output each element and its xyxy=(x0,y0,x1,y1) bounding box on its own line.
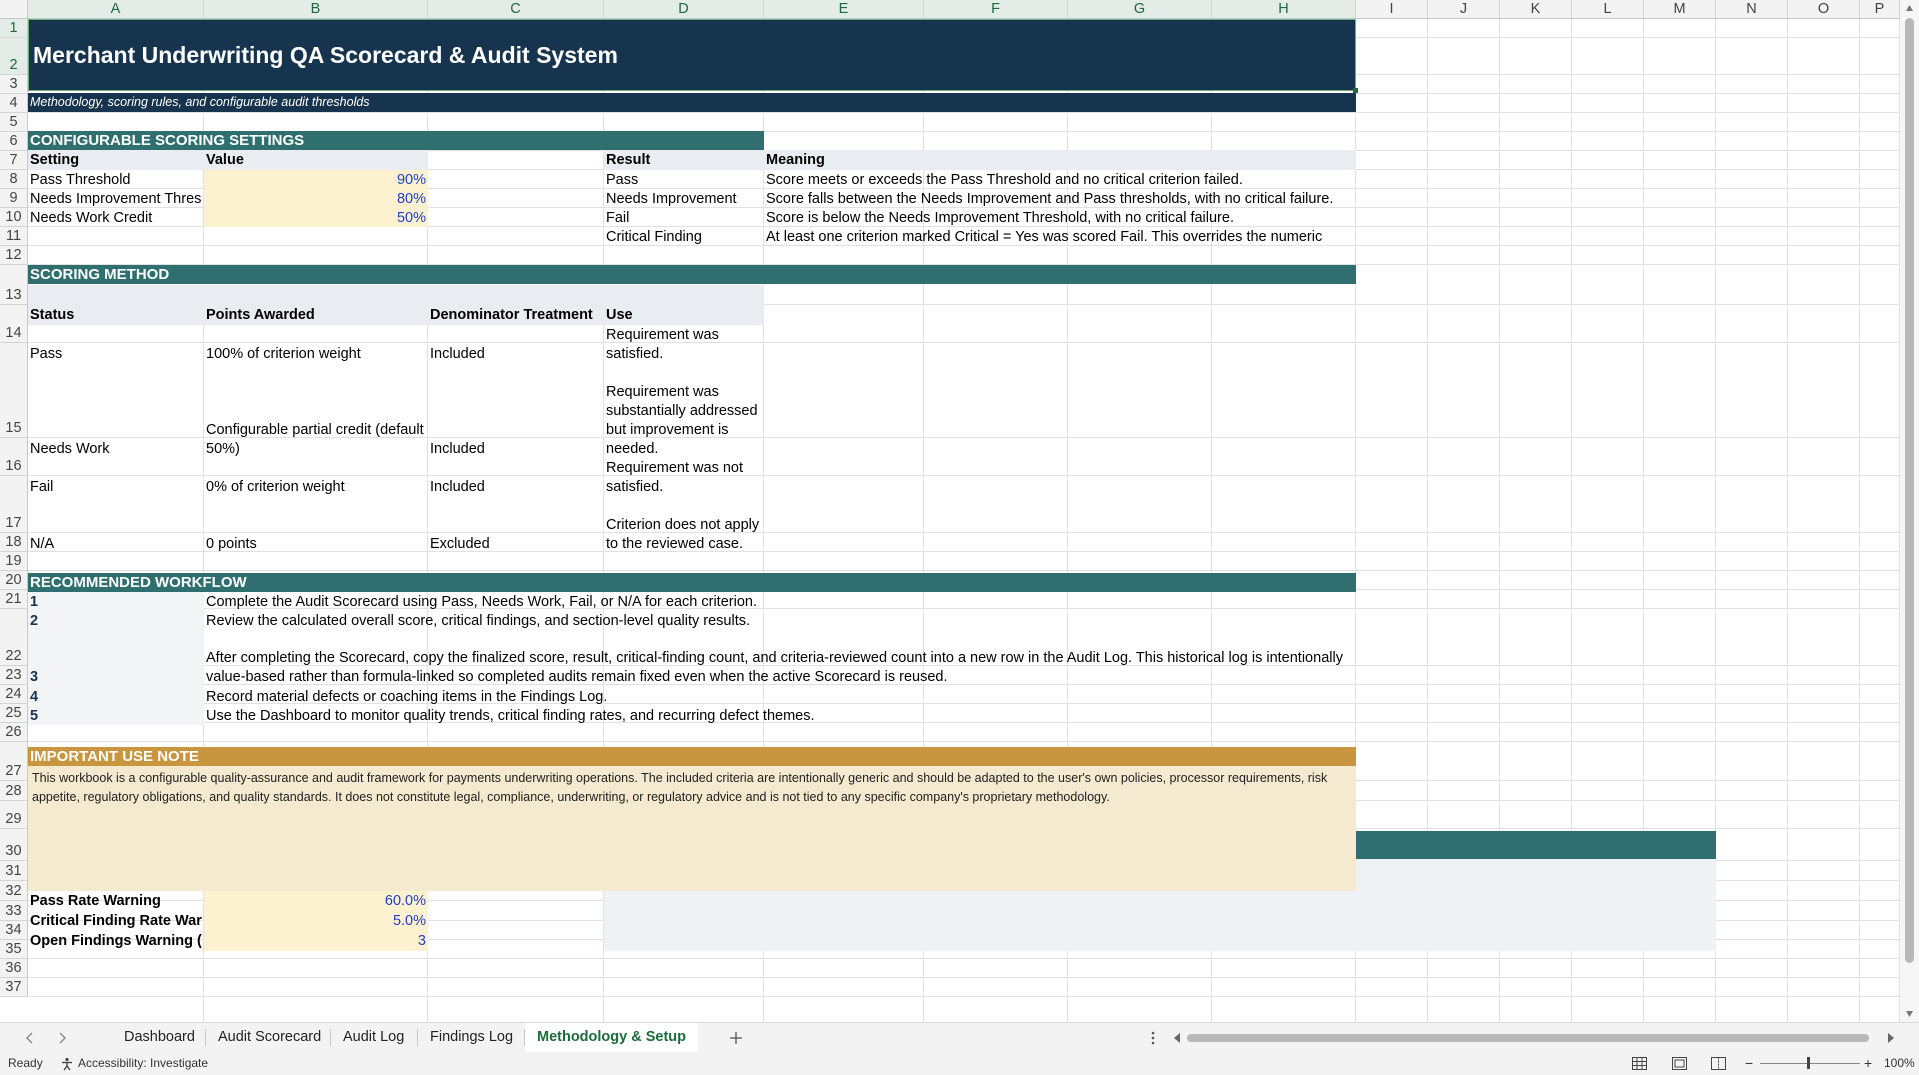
row-header-33[interactable]: 33 xyxy=(0,901,28,921)
gridline xyxy=(28,741,1900,742)
page-layout-icon[interactable] xyxy=(1672,1057,1687,1070)
workflow-step-number: 3 xyxy=(30,669,39,685)
column-header-h[interactable]: H xyxy=(1212,0,1356,19)
row-header-27[interactable]: 27 xyxy=(0,742,28,781)
row-header-15[interactable]: 15 xyxy=(0,343,28,438)
warning-value-input[interactable]: 60.0% xyxy=(384,893,426,909)
row-header-29[interactable]: 29 xyxy=(0,801,28,829)
workflow-step-text: Use the Dashboard to monitor quality trends, critical finding rates, and recurring defect themes. xyxy=(206,708,815,724)
use-note-heading: IMPORTANT USE NOTE xyxy=(30,748,199,765)
row-header-4[interactable]: 4 xyxy=(0,94,28,113)
column-header-f[interactable]: F xyxy=(924,0,1068,19)
column-header-b[interactable]: B xyxy=(204,0,428,19)
side-panel-fill xyxy=(1356,859,1716,891)
zoom-in-icon[interactable]: + xyxy=(1864,1055,1873,1071)
tab-scroll-right-icon[interactable] xyxy=(56,1031,68,1045)
select-all-corner[interactable] xyxy=(0,0,28,19)
column-header-g[interactable]: G xyxy=(1068,0,1212,19)
tab-dashboard[interactable]: Dashboard xyxy=(124,1029,195,1045)
result-meaning: At least one criterion marked Critical = Yes was scored Fail. This overrides the numeric xyxy=(766,229,1323,245)
column-header-l[interactable]: L xyxy=(1572,0,1644,19)
setting-col-header: Setting xyxy=(30,152,80,168)
setting-value-input[interactable]: 50% xyxy=(396,210,426,226)
tab-findings-log[interactable]: Findings Log xyxy=(430,1029,514,1045)
row-header-25[interactable]: 25 xyxy=(0,704,28,723)
row-header-5[interactable]: 5 xyxy=(0,113,28,132)
workflow-step-text: After completing the Scorecard, copy the finalized score, result, critical-finding count, and criteria-reviewed count into a new row in the Audit Log. This historical log is intentionally value-based rather than formula-linked so completed audits remain fixed even when the active Scorecard is reused. xyxy=(206,650,1343,685)
gridline xyxy=(28,958,1900,959)
warning-label: Pass Rate Warning xyxy=(30,893,161,909)
row-header-28[interactable]: 28 xyxy=(0,781,28,801)
method-points: 0% of criterion weight xyxy=(206,479,345,495)
row-header-13[interactable]: 13 xyxy=(0,265,28,305)
status-ready: Ready xyxy=(8,1056,43,1070)
accessibility-icon[interactable] xyxy=(60,1057,74,1071)
method-denominator: Included xyxy=(430,479,485,495)
setting-value-input[interactable]: 80% xyxy=(396,191,426,207)
gridline xyxy=(28,977,1900,978)
warning-value-input[interactable]: 5.0% xyxy=(392,913,426,929)
row-header-12[interactable]: 12 xyxy=(0,246,28,265)
zoom-slider-thumb[interactable] xyxy=(1807,1057,1810,1069)
status-bar xyxy=(0,1052,1919,1075)
sheet-tab-bar xyxy=(0,1022,1919,1052)
row-header-9[interactable]: 9 xyxy=(0,189,28,208)
method-denominator: Excluded xyxy=(430,536,490,552)
value-col-header: Value xyxy=(206,152,244,168)
workflow-step-text: Record material defects or coaching items in the Findings Log. xyxy=(206,689,608,705)
page-title: Merchant Underwriting QA Scorecard & Audit System xyxy=(33,42,618,68)
method-denominator: Included xyxy=(430,441,485,457)
workflow-step-number: 4 xyxy=(30,689,39,705)
warning-label: Critical Finding Rate War xyxy=(30,913,202,929)
use-col-header: Use xyxy=(606,307,633,323)
gridline xyxy=(28,996,1900,997)
row-header-23[interactable]: 23 xyxy=(0,666,28,685)
gridline xyxy=(28,112,1900,113)
method-points: Configurable partial credit (default 50%) xyxy=(206,422,424,457)
row-header-11[interactable]: 11 xyxy=(0,227,28,246)
accessibility-status[interactable]: Accessibility: Investigate xyxy=(78,1056,209,1070)
method-points: 0 points xyxy=(206,536,257,552)
meaning-col-header: Meaning xyxy=(766,152,825,168)
vertical-scroll-thumb[interactable] xyxy=(1905,18,1914,963)
row-header-14[interactable]: 14 xyxy=(0,305,28,343)
warning-value-input[interactable]: 3 xyxy=(417,933,426,949)
row-header-34[interactable]: 34 xyxy=(0,921,28,940)
column-header-e[interactable]: E xyxy=(764,0,924,19)
method-use: Criterion does not apply to the reviewed case. xyxy=(606,517,760,552)
page-break-icon[interactable] xyxy=(1711,1057,1726,1070)
hscroll-left-icon[interactable] xyxy=(1172,1032,1182,1044)
more-options-icon[interactable] xyxy=(1150,1031,1156,1045)
result-meaning: Score meets or exceeds the Pass Threshold and no critical criterion failed. xyxy=(766,172,1243,188)
row-header-24[interactable]: 24 xyxy=(0,685,28,704)
add-sheet-icon[interactable] xyxy=(728,1030,744,1046)
row-header-6[interactable]: 6 xyxy=(0,132,28,151)
method-use: Requirement was substantially addressed but improvement is needed. xyxy=(606,384,758,457)
result-col-header: Result xyxy=(606,152,651,168)
result-label: Needs Improvement xyxy=(606,191,737,207)
zoom-level: 100% xyxy=(1884,1056,1915,1070)
gridline xyxy=(28,532,1900,533)
column-header-a[interactable]: A xyxy=(28,0,204,19)
row-header-36[interactable]: 36 xyxy=(0,959,28,978)
gridline xyxy=(28,475,1900,476)
warnings-side-fill xyxy=(604,891,1716,951)
normal-view-icon[interactable] xyxy=(1632,1057,1647,1070)
column-header-i[interactable]: I xyxy=(1356,0,1428,19)
tab-scroll-left-icon[interactable] xyxy=(24,1031,36,1045)
row-header-7[interactable]: 7 xyxy=(0,151,28,170)
method-use: Requirement was not satisfied. xyxy=(606,460,744,495)
result-label: Critical Finding xyxy=(606,229,702,245)
setting-value-input[interactable]: 90% xyxy=(396,172,426,188)
workflow-step-text: Complete the Audit Scorecard using Pass, Needs Work, Fail, or N/A for each criterion. xyxy=(206,594,757,610)
workflow-step-text: Review the calculated overall score, critical findings, and section-level quality results. xyxy=(206,613,751,629)
scoring-settings-heading: CONFIGURABLE SCORING SETTINGS xyxy=(30,132,305,149)
workflow-step-number: 2 xyxy=(30,613,39,629)
tab-methodology-setup[interactable]: Methodology & Setup xyxy=(525,1023,698,1055)
row-header-19[interactable]: 19 xyxy=(0,552,28,571)
setting-label: Needs Work Credit xyxy=(30,210,153,226)
tab-audit-log[interactable]: Audit Log xyxy=(343,1029,405,1045)
warning-label: Open Findings Warning ( xyxy=(30,933,202,949)
scoring-method-heading: SCORING METHOD xyxy=(30,266,170,283)
column-header-j[interactable]: J xyxy=(1428,0,1500,19)
row-header-16[interactable]: 16 xyxy=(0,438,28,476)
use-note-text: This workbook is a configurable quality-assurance and audit framework for payments underwriting operations. The included criteria are intentionally generic and should be adapted to the user's own policies, processor requirements, risk appetite, regulatory obligations, and quality standards. It does not constitute legal, compliance, underwriting, or regulatory advice and is not tied to any specific company's proprietary methodology. xyxy=(32,771,1328,804)
vertical-scrollbar[interactable] xyxy=(1900,0,1919,1022)
hscroll-right-icon[interactable] xyxy=(1886,1032,1896,1044)
setting-label: Needs Improvement Thres xyxy=(30,191,202,207)
method-status: Pass xyxy=(30,346,63,362)
row-header-26[interactable]: 26 xyxy=(0,723,28,742)
row-header-1[interactable]: 1 xyxy=(0,19,28,38)
tab-audit-scorecard[interactable]: Audit Scorecard xyxy=(218,1029,322,1045)
row-header-37[interactable]: 37 xyxy=(0,978,28,997)
column-header-k[interactable]: K xyxy=(1500,0,1572,19)
row-header-35[interactable]: 35 xyxy=(0,940,28,959)
column-header-p[interactable]: P xyxy=(1860,0,1900,19)
row-header-3[interactable]: 3 xyxy=(0,75,28,94)
workflow-heading: RECOMMENDED WORKFLOW xyxy=(30,574,247,591)
zoom-slider[interactable] xyxy=(1760,1063,1860,1064)
row-header-20[interactable]: 20 xyxy=(0,571,28,590)
side-panel-band xyxy=(1356,831,1716,859)
row-header-31[interactable]: 31 xyxy=(0,861,28,881)
horizontal-scroll-thumb[interactable] xyxy=(1187,1034,1869,1042)
row-header-21[interactable]: 21 xyxy=(0,590,28,609)
column-header-n[interactable]: N xyxy=(1716,0,1788,19)
method-status: N/A xyxy=(30,536,55,552)
setting-label: Pass Threshold xyxy=(30,172,131,188)
zoom-out-icon[interactable]: − xyxy=(1745,1055,1754,1071)
row-header-18[interactable]: 18 xyxy=(0,533,28,552)
workflow-step-number: 5 xyxy=(30,708,39,724)
row-header-32[interactable]: 32 xyxy=(0,881,28,901)
column-header-d[interactable]: D xyxy=(604,0,764,19)
denominator-col-header: Denominator Treatment xyxy=(430,307,593,323)
workflow-step-number: 1 xyxy=(30,594,39,610)
result-label: Fail xyxy=(606,210,630,226)
column-header-o[interactable]: O xyxy=(1788,0,1860,19)
result-meaning: Score falls between the Needs Improvement and Pass thresholds, with no critical failure. xyxy=(766,191,1334,207)
row-header-10[interactable]: 10 xyxy=(0,208,28,227)
method-use: Requirement was satisfied. xyxy=(606,327,719,362)
row-header-8[interactable]: 8 xyxy=(0,170,28,189)
method-status: Fail xyxy=(30,479,54,495)
row-header-17[interactable]: 17 xyxy=(0,476,28,533)
page-subtitle: Methodology, scoring rules, and configurable audit thresholds xyxy=(30,95,370,109)
method-status: Needs Work xyxy=(30,441,110,457)
row-header-2[interactable]: 2 xyxy=(0,38,28,75)
column-header-m[interactable]: M xyxy=(1644,0,1716,19)
status-col-header: Status xyxy=(30,307,75,323)
row-header-22[interactable]: 22 xyxy=(0,609,28,666)
gridline xyxy=(28,342,1900,343)
row-header-30[interactable]: 30 xyxy=(0,829,28,861)
result-label: Pass xyxy=(606,172,639,188)
gridline xyxy=(28,570,1900,571)
column-header-c[interactable]: C xyxy=(428,0,604,19)
result-meaning: Score is below the Needs Improvement Threshold, with no critical failure. xyxy=(766,210,1234,226)
method-points: 100% of criterion weight xyxy=(206,346,361,362)
method-denominator: Included xyxy=(430,346,485,362)
points-col-header: Points Awarded xyxy=(206,307,315,323)
